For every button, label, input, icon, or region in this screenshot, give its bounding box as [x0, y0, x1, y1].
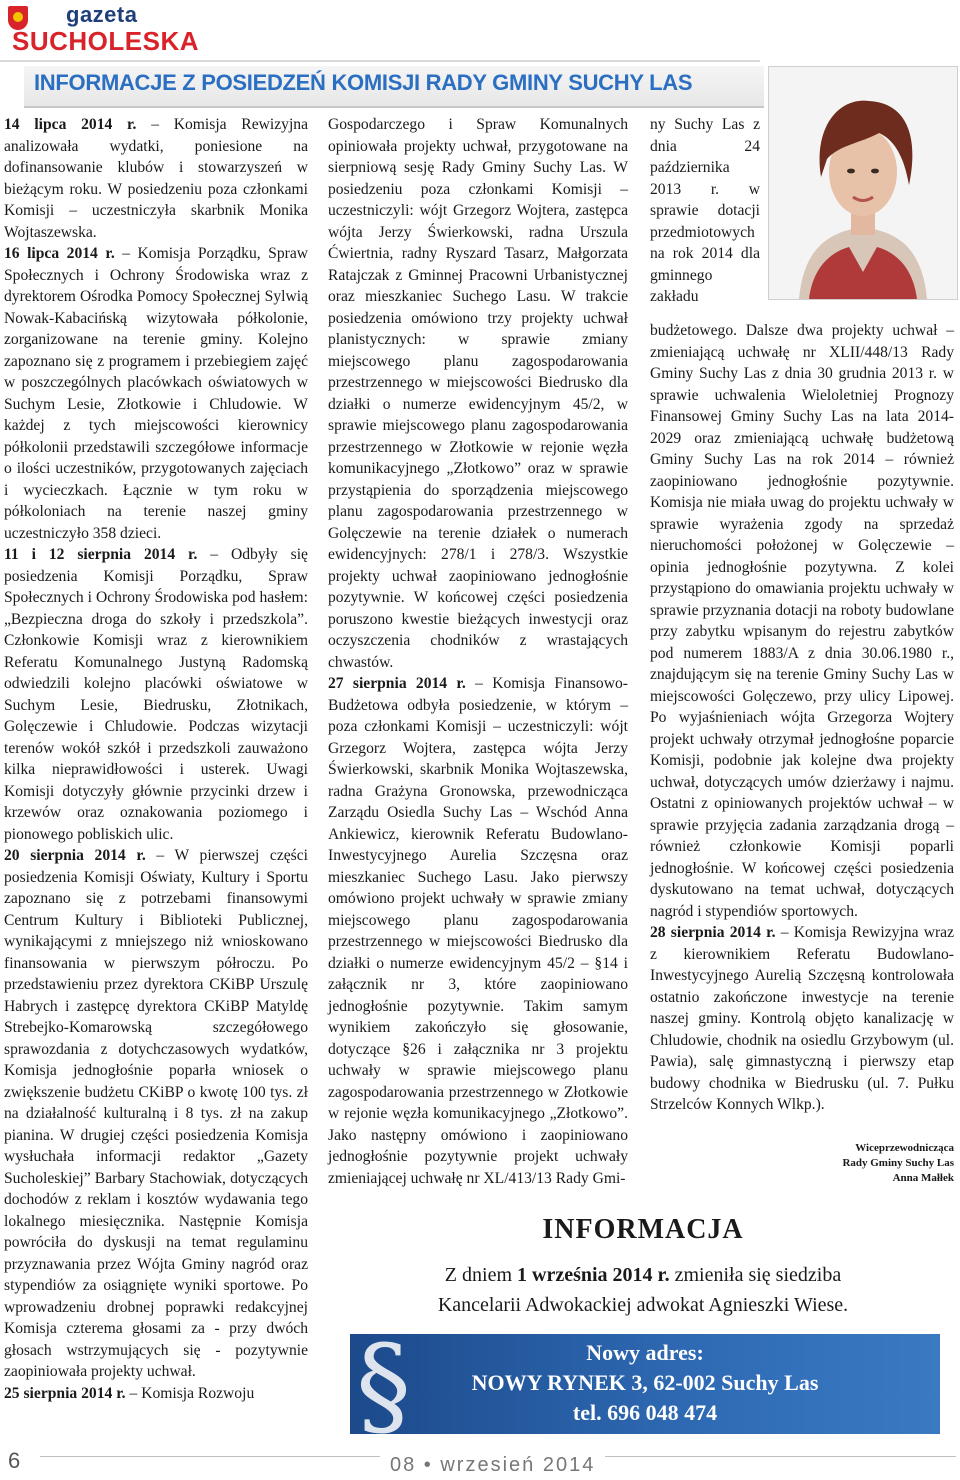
ad-address: NOWY RYNEK 3, 62-002 Suchy Las [471, 1370, 819, 1395]
ad-line-1-date: 1 września 2014 r. [517, 1264, 670, 1286]
entry-text: – Komisja Porządku, Spraw Społecznych i Ochrony Środowiska wraz z dyrektorem Ośrodka Pomocy Społecznej Sylwią Nowak-Kabacińską wizytowała półkolonie, zorganizowane na terenie gminy. Kolejno zapoznano się z programem i przebiegiem zajęć w poszczególnych placówkach oświatowych w Suchym Lesie, Złotkowie i Chludowie. W każdej z tych miejscowości kierownicy półkolonii przedstawili szczegółowe informacje o ilości uczestników, przygotowanych zajęciach i wycieczkach. Łącznie w tym roku w półkoloniach na terenie naszej gminy uczestniczyło 358 dzieci. [4, 245, 309, 542]
entry-paragraph [4, 243, 308, 544]
ad-address-box [350, 1321, 940, 1449]
ad-title: INFORMACJA [542, 1214, 744, 1245]
entry-paragraph [650, 922, 954, 1116]
entry-date: 25 sierpnia 2014 r. [4, 1384, 126, 1402]
ad-address-label: Nowy adres: [586, 1340, 704, 1365]
ad-phone: tel. 696 048 474 [572, 1400, 718, 1425]
masthead [8, 4, 208, 56]
entry-text: Gospodarczego i Spraw Komunalnych opiniowała projekty uchwał, przygotowane na sierpniową sesję Rady Gminy Suchy Las. W posiedzeniu poza członkami Komisji – uczestniczyli: wójt Grzegorz Wojtera, zastępca wójta Jerzy Świerkowski, radna Urszula Ćwiertnia, radny Ryszard Tasarz, Małgorzata Ratajczak z Gminnej Pracowni Urbanistycznej oraz mieszkaniec Suchego Lasu. W trakcie posiedzenia omówiono trzy projekty uchwał planistycznych: w sprawie zmiany miejscowego planu zagospodarowania przestrzennego w miejscowości Biedrusko dla działki o numerze ewidencyjnym 45/2, w sprawie miejscowego planu zagospodarowania przestrzennego w Złotkowie w rejonie węzła komunikacyjnego „Złotkowo” oraz w sprawie przystąpienia do sporządzenia miejscowego planu zagospodarowania przestrzennego w Golęczewie na terenie działek o numerach ewidencyjnych: 278/1 i 278/3. Wszystkie projekty uchwał zaopiniowano jednogłośnie pozytywnie. W końcowej części posiedzenia poruszono kwestie bieżących inwestycji oraz oczyszczenia chodników z wrastających chwastów. [328, 116, 628, 671]
entry-paragraph [4, 845, 308, 1383]
signature [790, 1141, 954, 1186]
entry-paragraph [4, 544, 308, 845]
column-3 [650, 320, 954, 1116]
entry-text: ny Suchy Las z dnia 24 października 2013 r. w sprawie dotacji przedmiotowych na rok 2014 dla gminnego zakładu [650, 116, 760, 305]
entry-paragraph [328, 114, 628, 673]
signature-role: Wiceprzewodnicząca [855, 1142, 954, 1154]
paragraph-sign-icon: § [356, 1321, 411, 1449]
entry-text: – W pierwszej części posiedzenia Komisji Oświaty, Kultury i Sportu zapoznano się z potrzebami finansowymi Centrum Kultury i Biblioteki Publicznej, wynikającymi z mniejszego niż wnioskowano finansowania w pierwszym półroczu. Po przedstawieniu przez dyrektora CKiBP Urszulę Habrych i zastępcę dyrektora CKiBP Matyldę Strebejko-Komarowską szczegółowego sprawozdania z dotychczasowych wydatków, Komisja jednogłośnie poparła wniosek o zwiększenie budżetu CKiBP o kwotę 100 tys. zł na działalność kulturalną i 8 tys. zł na zakup pianina. W drugiej części posiedzenia Komisja wysłuchała informacji redaktor „Gazety Sucholeskiej” Barbary Stachowiak, dotyczących dochodów z reklam i kosztów wydawania tego lokalnego miesięcznika. Następnie Komisja powróciła do dyskusji na temat regulaminu przyznawania przez Wójta Gminy nagród oraz stypendiów za osiągnięte wyniki sportowe. Po wprowadzeniu drobnej poprawki redakcyjnej Komisja czterema głosami za - przy dwóch głosach wstrzymujących się - pozytywnie zaopiniowała projekty uchwał. [4, 847, 308, 1380]
section-title: INFORMACJE Z POSIEDZEŃ KOMISJI RADY GMINY SUCHY LAS [34, 70, 693, 95]
entry-date: 27 sierpnia 2014 r. [328, 675, 466, 692]
entry-date: 28 sierpnia 2014 r. [650, 924, 776, 941]
portrait-photo [768, 66, 958, 300]
column-1 [4, 114, 308, 1404]
column-3-top [650, 114, 760, 308]
ad-line-1-a: Z dniem [444, 1264, 518, 1286]
entry-text: – Odbyły się posiedzenia Komisji Porządku, Spraw Społecznych i Ochrony Środowiska pod hasłem: „Bezpieczna droga do szkoły i przedszkola”. Członkowie Komisji wraz z kierownikiem Referatu Komunalnego Justyną Radomską odwiedzili kolejno placówki oświatowe w Suchym Lesie, Biedrusku, Złotnikach, Golęczewie i Chludowie. Podczas wizytacji terenów wokół szkół i przedszkoli zauważono kilka nieprawidłowości i usterek. Uwagi Komisji dotyczyły głównie przycinki drzew i krzewów oraz oznakowania poziomego i pionowego pobliskich ulic. [4, 546, 308, 843]
entry-text: – Komisja Rozwoju [125, 1384, 255, 1402]
issue-date: 08 • wrzesień 2014 [380, 1454, 605, 1477]
column-2 [328, 114, 628, 1189]
entry-paragraph [4, 114, 308, 243]
masthead-rule [0, 60, 760, 62]
portrait-illustration [769, 67, 957, 299]
entry-paragraph [328, 673, 628, 1189]
ad-line-2: Kancelarii Adwokackiej adwokat Agnieszki Wiese. [437, 1294, 849, 1316]
masthead-gazeta: gazeta [66, 2, 138, 27]
entry-text: – Komisja Finansowo-Budżetowa odbyła posiedzenie, w którym – poza członkami Komisji – uczestniczyli: wójt Grzegorz Wojtera, zastępca wójta Jerzy Świerkowski, skarbnik Monika Wojtaszewska, radna Grażyna Gronowska, przewodnicząca Zarządu Osiedla Suchy Las – Wschód Anna Ankiewicz, kierownik Referatu Budowlano-Inwestycyjnego Aurelia Szczęsna oraz mieszkaniec Suchego Lasu. Jako pierwszy omówiono projekt uchwały w sprawie zmiany miejscowego planu zagospodarowania przestrzennego w miejscowości Biedrusko dla działki o numerze ewidencyjnym 45/2 – §14 i załącznik nr 3, które zaopiniowano jednogłośnie pozytywnie. Takim samym wynikiem zakończyło się głosowanie, dotyczące §26 i załącznika nr 3 projektu uchwały w sprawie miejscowego planu zagospodarowania przestrzennego w Złotkowie w rejonie węzła komunikacyjnego „Złotkowo”. Jako następny omówiono i zaopiniowano jednogłośnie pozytywnie projekt uchwały zmieniającej uchwałę nr XL/413/13 Rady Gmi- [328, 675, 628, 1187]
signature-name: Anna Małłek [892, 1172, 954, 1184]
entry-date: 14 lipca 2014 r. [4, 116, 137, 133]
entry-text: – Komisja Rewizyjna wraz z kierownikiem Referatu Budowlano-Inwestycyjnego Aurelią Szczęsną kontrolowała ostatnio zakończone inwestycje na terenie naszej gminy. Kontrolą objęto kanalizację w Chludowie, chodnik na osiedlu Grzybowym (ul. Pawia), salę gimnastyczną i pierwszy etap budowy chodnika w Biedrusku (ul. 7. Pułku Strzelców Konnych Wlkp.). [650, 924, 954, 1113]
signature-body: Rady Gminy Suchy Las [842, 1157, 954, 1169]
ad-line-1 [330, 1264, 956, 1287]
masthead-title: SUCHOLESKA [12, 26, 200, 56]
entry-text: – Komisja Rewizyjna analizowała wydatki, poniesione na dofinansowanie klubów i stowarzyszeń w bieżącym roku. W posiedzeniu poza członkami Komisji – uczestniczyła skarbnik Monika Wojtaszewska. [4, 116, 308, 241]
entry-paragraph [4, 1383, 308, 1405]
ad-line-1-c: zmieniła się siedziba [669, 1264, 842, 1286]
entry-date: 20 sierpnia 2014 r. [4, 847, 146, 864]
entry-date: 11 i 12 sierpnia 2014 r. [4, 546, 198, 563]
entry-text: budżetowego. Dalsze dwa projekty uchwał – zmieniającą uchwałę nr XLII/448/13 Rady Gminy Suchy Las z dnia 30 grudnia 2013 r. w sprawie uchwalenia Wieloletniej Prognozy Finansowej Gminy Suchy Las na lata 2014-2029 oraz zmieniającą uchwałę budżetową Gminy Suchy Las na rok 2014 – również zaopiniowano jednogłośnie pozytywnie. Komisja nie miała uwag do projektu uchwały w sprawie wyrażenia zgody na sprzedaż nieruchomości położonej w Golęczewie – opinia jednogłośnie pozytywna. Z kolei przystąpiono do omawiania projektu uchwały w sprawie przyznania dotacji na roboty budowlane przy zabytku wpisanym do rejestru zabytków pod numerem 1883/A z dnia 30.06.1980 r., znajdującym się na terenie Gminy Suchy Las w miejscowości Golęczewo, przy ulicy Lipowej. Po wyjaśnieniach wójta Grzegorza Wojtery projekt uchwały otrzymał jednogłośne poparcie Komisji, podobnie jak kolejne dwa projekty uchwał, dotyczących umów dzierżawy i najmu. Ostatni z opiniowanych projektów uchwał – w sprawie przyjęcia zadania zarządzania drogą – również członkowie Komisji poparli jednogłośnie. W końcowej części posiedzenia dyskutowano na temat uchwał, dotyczących nagród i stypendiów sportowych. [650, 322, 954, 920]
entry-date: 16 lipca 2014 r. [4, 245, 115, 262]
page-number: 6 [8, 1448, 21, 1473]
advertisement [330, 1206, 956, 1449]
section-banner [24, 66, 764, 108]
